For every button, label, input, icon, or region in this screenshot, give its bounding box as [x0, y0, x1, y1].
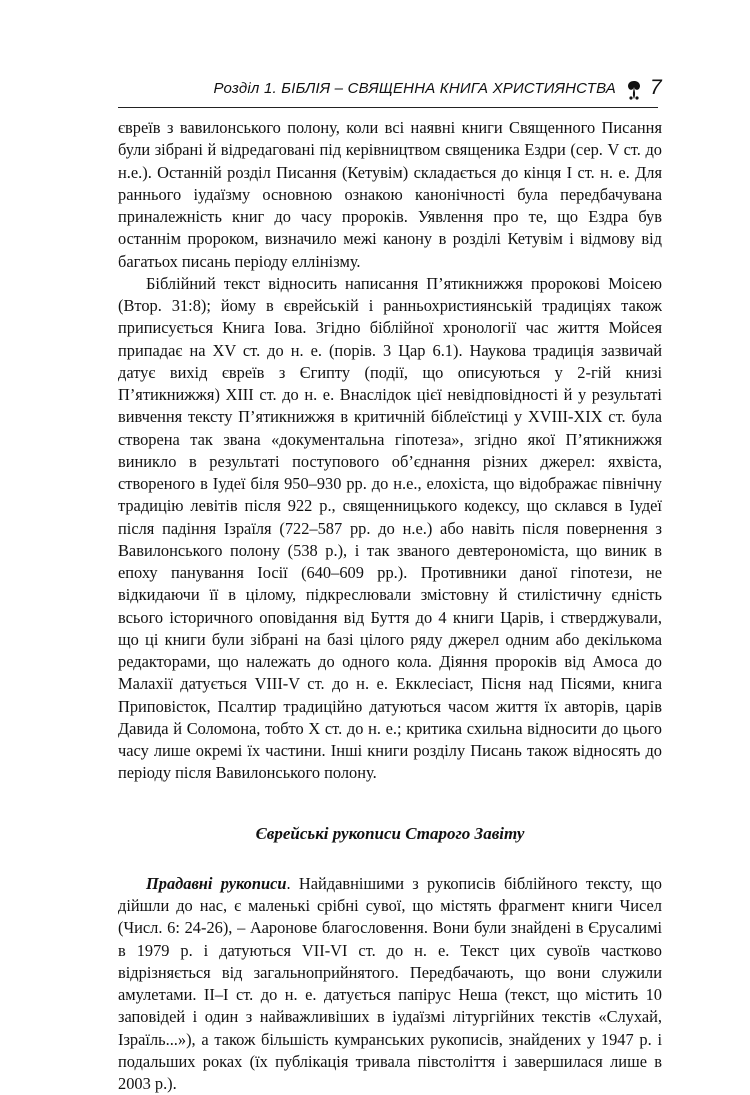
- paragraph-1: євреїв з вавилонського полону, коли всі наявні книги Священного Писання були зібрані й відредаговані під керівництвом священика Ездри (сер. V ст. до н.е.). Останній розділ Писання (Кетувім) складається до кінця I ст. н. е. Для раннього іудаїзму основною ознакою канонічності була передбачувана приналежність книг до часу пророків. Уявлення про те, що Ездра був останнім пророком, визначило межі канону в розділі Кетувім і відмову від багатьох писань періоду еллінізму.: [118, 118, 662, 271]
- paragraph-3: [118, 873, 662, 1095]
- paragraph-2: Біблійний текст відносить написання П’ятикнижжя пророкові Моісею (Втор. 31:8); йому в єврейській і ранньохристиянській традиціях також приписується Книга Іова. Згідно біблійної хронології час життя Мойсея припадає на XV ст. до н. е. (порів. 3 Цар 6.1). Наукова традиція зазвичай датує вихід євреїв з Єгипту (події, що описуються у 2-гій книзі П’ятикнижжя) XIII ст. до н. е. Внаслідок цієї невідповідності й у результаті вивчення тексту П’ятикнижжя в критичній біблеїстиці у XVIII-XIX ст. була створена так звана «документальна гіпотеза», згідно якої П’ятикнижжя виникло в результаті поступового об’єднання різних джерел: яхвіста, створеного в Іудеї біля 950–930 рр. до н.е., елохіста, що відображає північну традицію левітів після 922 р., священницького кодексу, що склався в Іудеї після падіння Ізраїля (722–587 рр. до н.е.) або навіть після повернення з Вавилонського полону (538 р.), і так званого девтерономіста, що виник в епоху панування Іосії (640–609 рр.). Противники даної гіпотези, не відкидаючи її в цілому, підкреслювали змістовну й стилістичну єдність всього історичного оповідання від Буття до 4 книги Царів, і стверджували, що ці книги були зібрані на базі цілого ряду джерел одним або декількома редакторами, що належать до одного кола. Діяння пророків від Амоса до Малахії датується VIII-V ст. до н. е. Екклесіаст, Пісня над Пісями, книга Приповісток, Псалтир традиційно датуються часом життя їх авторів, царів Давида й Соломона, тобто X ст. до н. е.; критика схильна відносити до цього часу лише окремі їх частини. Інші книги розділу Писань також відносять до періоду після Вавилонського полону.: [118, 273, 662, 783]
- header-divider: [118, 107, 658, 108]
- paragraph-lead: Прадавні рукописи: [146, 873, 287, 893]
- header-text: [118, 80, 616, 97]
- page-number: 7: [650, 76, 662, 99]
- header-part: Розділ 1.: [213, 80, 277, 97]
- section-title: Єврейські рукописи Старого Завіту: [255, 823, 525, 843]
- running-header: [118, 76, 662, 104]
- header-title: БІБЛІЯ – СВЯЩЕННА КНИГА ХРИСТИЯНСТВА: [281, 80, 616, 97]
- fleuron-icon: [625, 78, 643, 102]
- paragraph-3-text: . Найдавнішими з рукописів біблійного тексту, що дійшли до нас, є маленькі срібні сувої, що містять фрагмент книги Чисел (Числ. 6: 24-26), – Ааронове благословення. Вони були знайдені в Єрусалимі в 1979 р. і датуються VII-VI ст. до н. е. Текст цих сувоїв частково відрізняється від загальноприйнятого. Передбачають, що вони служили амулетами. II–I ст. до н. е. датується папірус Неша (текст, що містить 10 заповідей і один з найважливіших в іудаїзмі літургійних текстів «Слухай, Ізраїль...»), а також більшість кумранських рукописів, знайдених у 1947 р. і подальших роках (їх публікація тривала півстоліття і завершилася лише в 2003 р.).: [118, 873, 663, 1093]
- main-text: [118, 117, 662, 1095]
